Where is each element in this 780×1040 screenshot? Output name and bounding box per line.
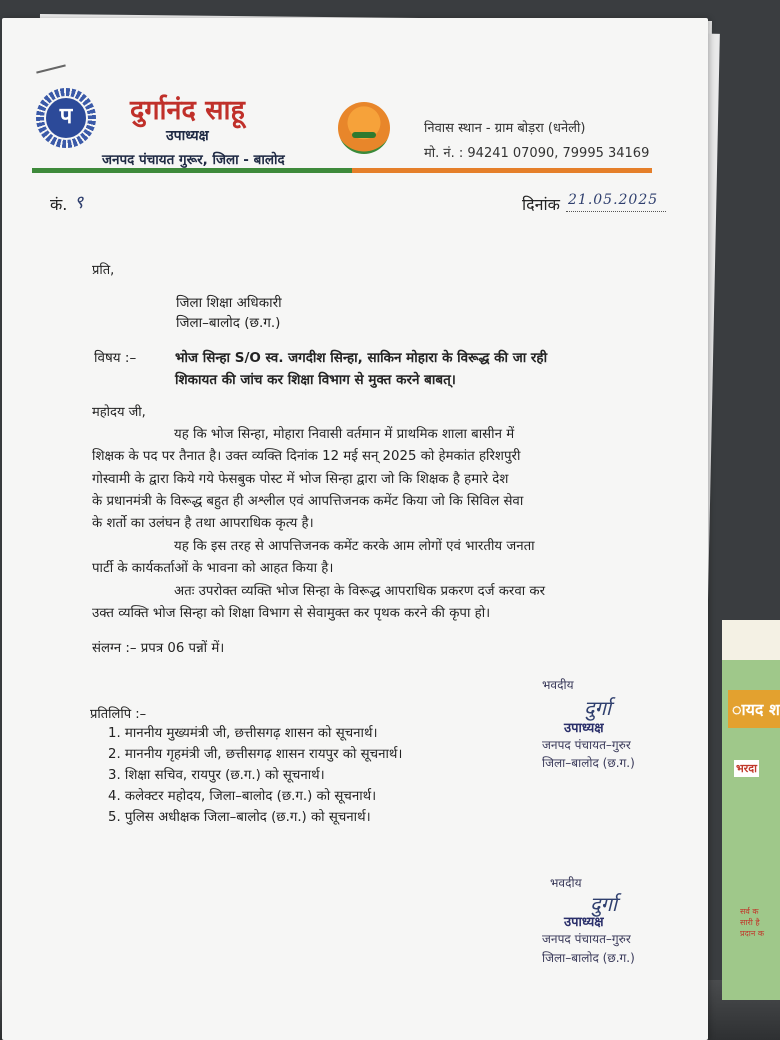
ref-label: कं. [50,195,68,214]
subject-label: विषय :– [94,350,137,366]
background-poster [722,620,780,1000]
header-rule-green [32,168,352,173]
copy-item: 5. पुलिस अधीक्षक जिला–बालोद (छ.ग.) को सूचनार्थ। [108,810,371,825]
copy-item: 3. शिक्षा सचिव, रायपुर (छ.ग.) को सूचनार्थ। [108,768,325,783]
sender-phone: मो. नं. : 94241 07090, 79995 34169 [424,146,650,161]
sender-address: निवास स्थान - ग्राम बोड़रा (धनेली) [424,121,586,136]
body-line: यह कि इस तरह से आपत्तिजनक कमेंट करके आम लोगों एवं भारतीय जनता [174,539,535,554]
date-label: दिनांक [522,195,560,214]
poster-small-text: सर्व क सारी है प्रदान क [740,907,764,938]
ref-number: ९ [74,192,84,213]
poster-label: भरदा [736,762,757,775]
subject-line: शिकायत की जांच कर शिक्षा विभाग से मुक्त करने बाबत्। [175,372,456,388]
subject-line: भोज सिन्हा S/O स्व. जगदीश सिन्हा, साकिन मोहारा के विरूद्ध की जा रही [175,350,548,366]
pen-mark [36,64,66,73]
salutation: महोदय जी, [92,405,146,420]
signature-district: जिला–बालोद (छ.ग.) [542,756,635,770]
copy-item: 1. माननीय मुख्यमंत्री जी, छत्तीसगढ़ शासन को सूचनार्थ। [108,726,378,741]
poster-heading: ायद श [732,700,780,719]
body-line: यह कि भोज सिन्हा, मोहारा निवासी वर्तमान में प्राथमिक शाला बासीन में [174,427,515,442]
closing: भवदीय [550,876,582,890]
header-rule-orange [352,168,652,173]
date-underline [566,211,666,212]
letter-page [2,18,708,1040]
body-line: के शर्तो का उलंघन है तथा आपराधिक कृत्य है। [92,516,314,531]
copies-label: प्रतिलिपि :– [90,707,147,722]
party-logo [36,88,96,148]
signature-org: जनपद पंचायत–गुरुर [542,738,631,752]
sender-name: दुर्गानंद साहू [130,95,245,126]
copy-item: 4. कलेक्टर महोदय, जिला–बालोद (छ.ग.) को सूचनार्थ। [108,789,377,804]
closing: भवदीय [542,678,574,692]
signature-scribble: दुर्गा [590,892,618,916]
signature-org: जनपद पंचायत–गुरुर [542,932,631,946]
body-line: पार्टी के कार्यकर्ताओं के भावना को आहत किया है। [92,561,334,576]
recipient-line: जिला–बालोद (छ.ग.) [176,315,281,331]
signature-scribble: दुर्गा [584,696,612,720]
signature-district: जिला–बालोद (छ.ग.) [542,951,635,965]
lotus-emblem-icon [338,102,390,154]
body-line: शिक्षक के पद पर तैनात है। उक्त व्यक्ति दिनांक 12 मई सन् 2025 को हेमकांत हरिशपुरी [92,449,521,464]
date-value: 21.05.2025 [568,192,659,208]
sender-organization: जनपद पंचायत गुरूर, जिला - बालोद [102,152,285,168]
enclosure-note: संलग्न :– प्रपत्र 06 पन्नों में। [92,641,225,656]
signature-title: उपाध्यक्ष [564,915,604,930]
recipient-line: जिला शिक्षा अधिकारी [176,295,282,311]
sender-designation: उपाध्यक्ष [166,128,209,144]
body-line: उक्त व्यक्ति भोज सिन्हा को शिक्षा विभाग से सेवामुक्त कर पृथक करने की कृपा हो। [92,606,491,621]
signature-title: उपाध्यक्ष [564,721,604,736]
body-line: गोस्वामी के द्वारा किये गये फेसबुक पोस्ट में भोज सिन्हा द्वारा जो कि शिक्षक है हमारे देश [92,472,509,487]
to-label: प्रति, [92,263,115,278]
body-line: अतः उपरोक्त व्यक्ति भोज सिन्हा के विरूद्ध आपराधिक प्रकरण दर्ज करवा कर [174,584,546,599]
copy-item: 2. माननीय गृहमंत्री जी, छत्तीसगढ़ शासन रायपुर को सूचनार्थ। [108,747,403,762]
logo-glyph: प [44,96,88,140]
body-line: के प्रधानमंत्री के विरूद्ध बहुत ही अश्लील एवं आपत्तिजनक कमेंट किया जो कि सिविल सेवा [92,494,524,509]
